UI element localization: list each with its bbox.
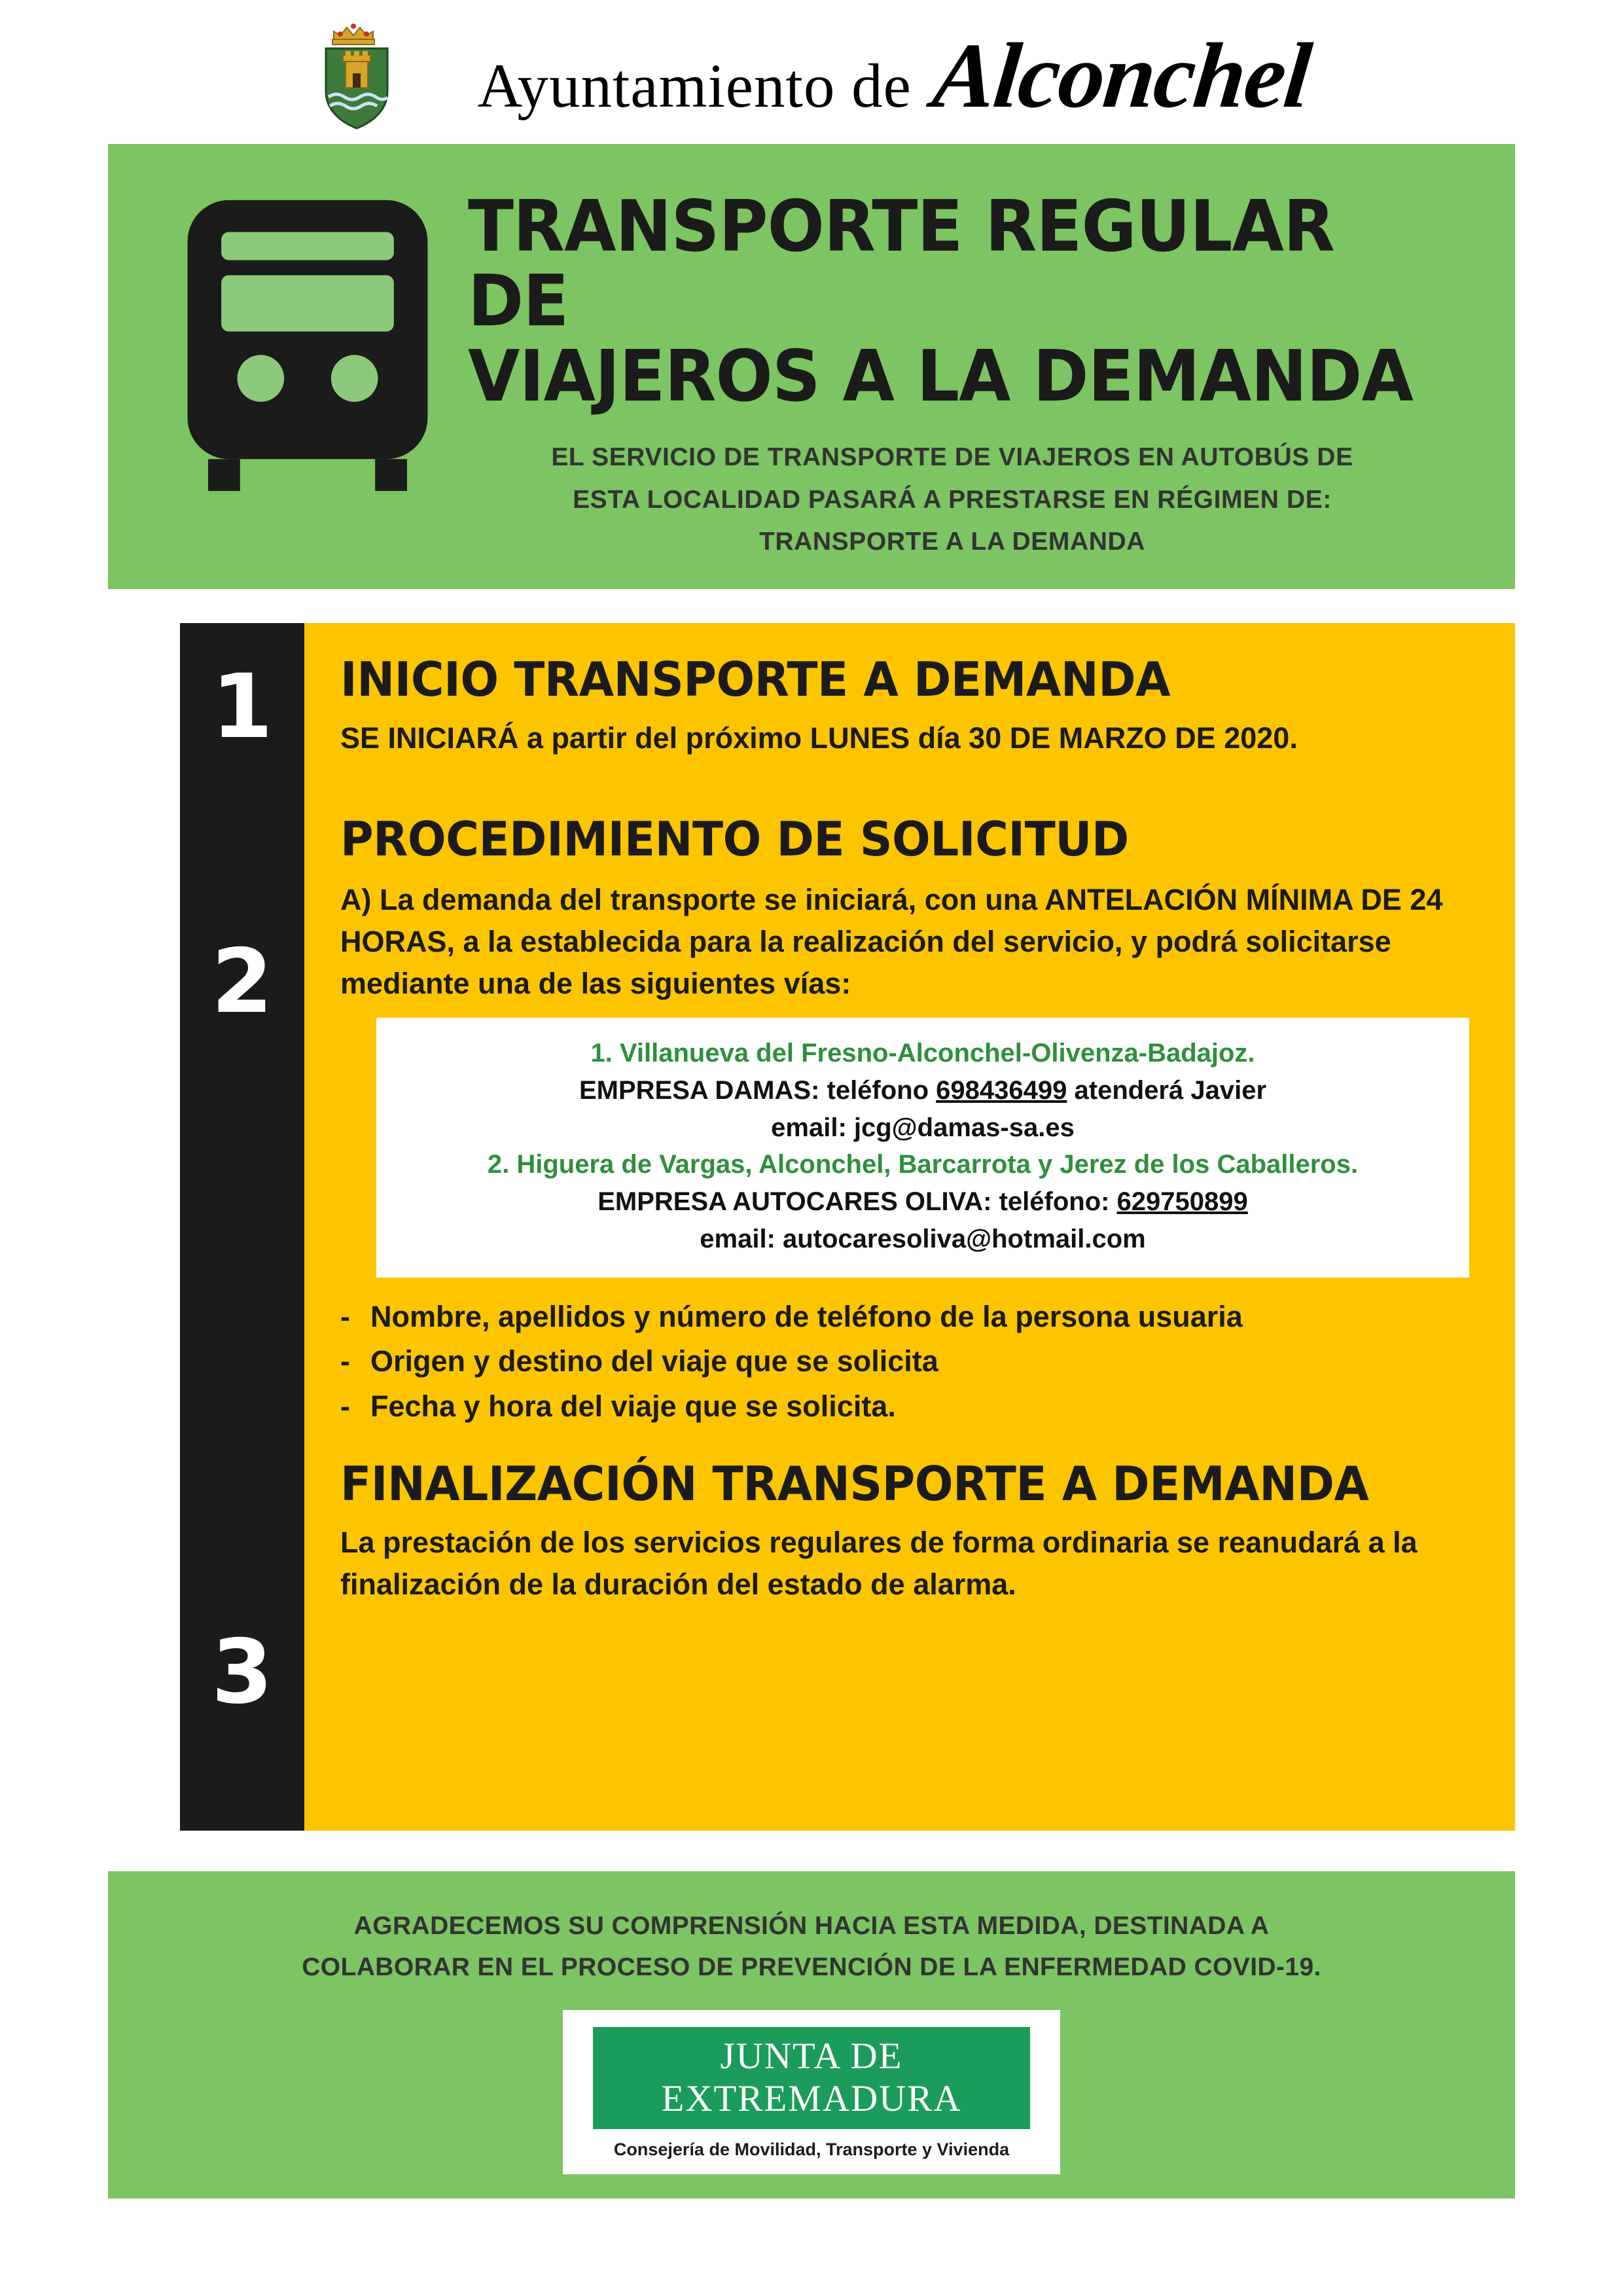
step-number-2: 2: [211, 930, 273, 1033]
section-3: [340, 1456, 1479, 1605]
junta-title: JUNTA DE EXTREMADURA: [661, 2036, 962, 2120]
list-item-label: Nombre, apellidos y número de teléfono de la persona usuaria: [370, 1299, 1243, 1333]
instructions-content: [304, 623, 1515, 1831]
list-item-label: Origen y destino del viaje que se solicita: [370, 1344, 938, 1378]
header-title: [477, 22, 1315, 129]
route-2-email[interactable]: email: autocaresoliva@hotmail.com: [700, 1225, 1146, 1254]
route-1-title: 1. Villanueva del Fresno-Alconchel-Olivenza-Badajoz.: [590, 1039, 1255, 1068]
bus-icon: [147, 177, 448, 493]
section-2-body: A) La demanda del transporte se iniciará, con una ANTELACIÓN MÍNIMA DE 24 HORAS, a la establecida para la realización del servicio, y podrá solicitarse mediante una de las siguientes vías:: [340, 883, 1443, 1001]
footer-line-2: COLABORAR EN EL PROCESO DE PREVENCIÓN DE LA ENFERMEDAD COVID-19.: [302, 1953, 1321, 1982]
route-1-company-prefix: EMPRESA DAMAS: teléfono: [579, 1075, 936, 1105]
contact-box: [376, 1018, 1469, 1278]
list-item-label: Fecha y hora del viaje que se solicita.: [370, 1389, 896, 1423]
list-item: [340, 1295, 1479, 1339]
section-1-body: SE INICIARÁ a partir del próximo LUNES día 30 DE MARZO DE 2020.: [340, 721, 1298, 755]
ayuntamiento-word: Ayuntamiento de: [477, 51, 912, 120]
junta-bar: [593, 2027, 1030, 2129]
junta-subtitle: Consejería de Movilidad, Transporte y Vivienda: [613, 2140, 1010, 2160]
section-3-title: FINALIZACIÓN TRANSPORTE A DEMANDA: [340, 1456, 1369, 1512]
step-number-strip: [180, 623, 304, 1831]
bottom-green-banner: [108, 1871, 1515, 2198]
bullet-dash-icon: -: [340, 1299, 350, 1333]
section-1-title: INICIO TRANSPORTE A DEMANDA: [340, 652, 1171, 707]
step-number-1: 1: [211, 655, 273, 758]
route-2-company: [396, 1183, 1450, 1221]
section-3-body: La prestación de los servicios regulares de forma ordinaria se reanudará a la finalización de la duración del estado de alarma.: [340, 1525, 1418, 1601]
banner-text-block: [448, 177, 1476, 563]
banner-subtitle-line-1: EL SERVICIO DE TRANSPORTE DE VIAJEROS EN AUTOBÚS DE: [551, 443, 1353, 472]
route-2-phone[interactable]: 629750899: [1116, 1187, 1248, 1217]
list-item: [340, 1384, 1479, 1429]
list-item: [340, 1339, 1479, 1384]
route-2-company-prefix: EMPRESA AUTOCARES OLIVA: teléfono:: [597, 1187, 1117, 1217]
footer-line-1: AGRADECEMOS SU COMPRENSIÓN HACIA ESTA MEDIDA, DESTINADA A: [353, 1912, 1270, 1940]
instructions-panel: [180, 623, 1515, 1831]
bullet-dash-icon: -: [340, 1344, 350, 1378]
banner-title-line-2: VIAJEROS A LA DEMANDA: [468, 335, 1413, 418]
banner-subtitle-line-2: ESTA LOCALIDAD PASARÁ A PRESTARSE EN RÉGIMEN DE:: [573, 485, 1332, 514]
step-number-3: 3: [211, 1621, 273, 1723]
route-1-email[interactable]: email: jcg@damas-sa.es: [771, 1113, 1075, 1142]
bullet-dash-icon: -: [340, 1389, 350, 1423]
junta-logo: [563, 2010, 1060, 2174]
banner-title-line-1: TRANSPORTE REGULAR DE: [468, 186, 1335, 343]
banner-subtitle-line-3: TRANSPORTE A LA DEMANDA: [758, 528, 1146, 556]
required-info-list: [340, 1295, 1479, 1429]
coat-of-arms-icon: [314, 20, 399, 131]
route-1-company: [396, 1072, 1450, 1109]
route-2-title: 2. Higuera de Vargas, Alconchel, Barcarrota y Jerez de los Caballeros.: [487, 1150, 1359, 1179]
top-green-banner: [108, 144, 1515, 589]
route-1-company-suffix: atenderá Javier: [1067, 1075, 1267, 1105]
page-header: [0, 0, 1623, 137]
town-name: Alconchel: [928, 24, 1315, 127]
section-2-title: PROCEDIMIENTO DE SOLICITUD: [340, 811, 1129, 867]
route-1-phone[interactable]: 698436499: [936, 1075, 1067, 1105]
